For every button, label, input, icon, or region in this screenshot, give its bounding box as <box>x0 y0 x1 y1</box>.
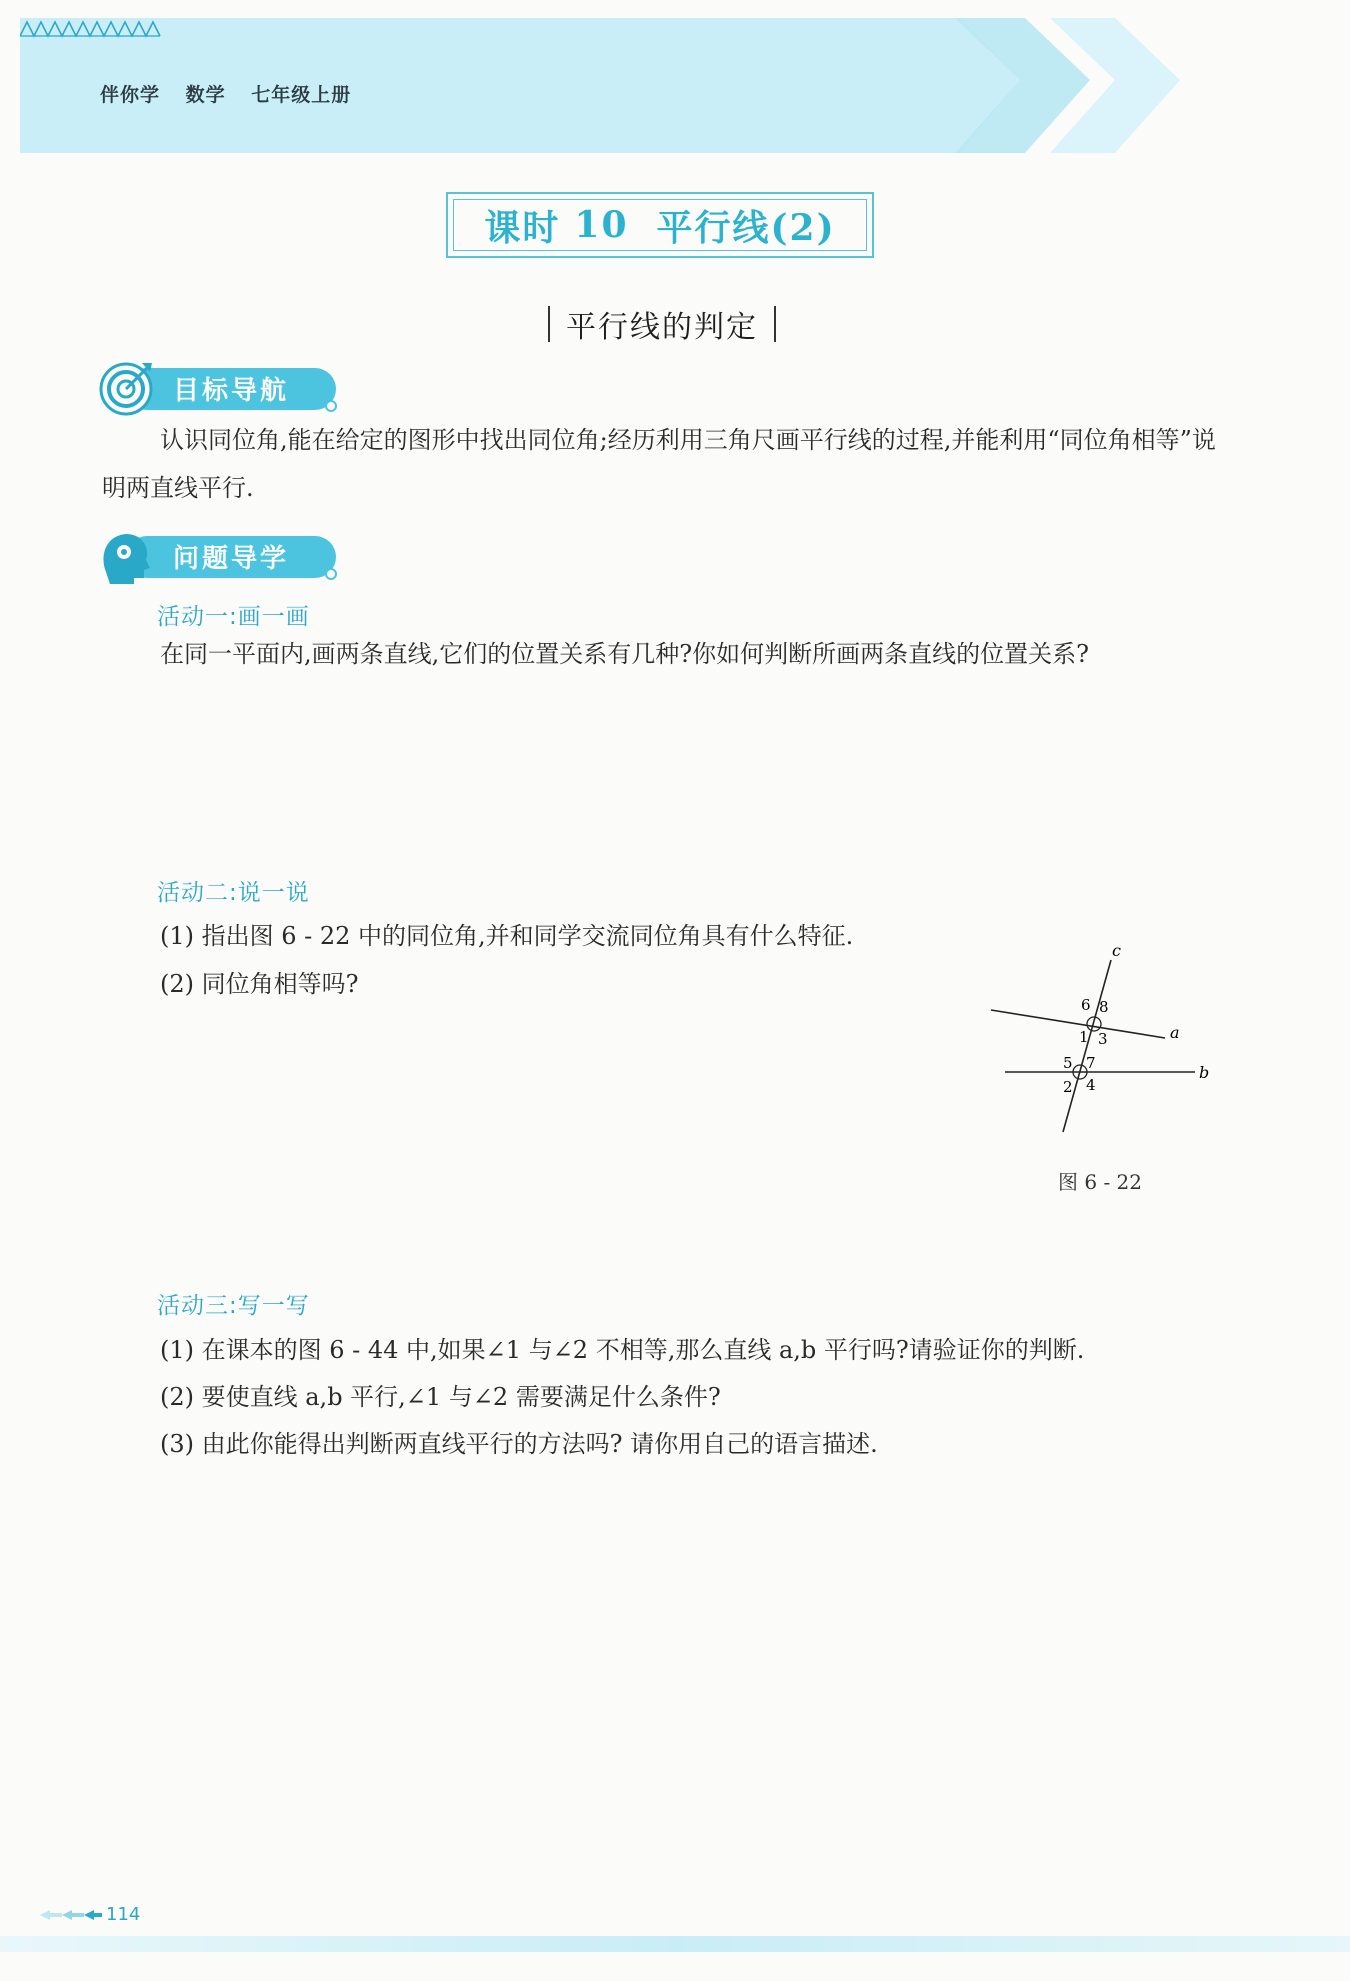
section-subheading <box>532 302 792 346</box>
lesson-number: 10 <box>574 204 629 246</box>
lesson-title-box <box>446 192 874 258</box>
line-label-a: a <box>1170 1023 1180 1042</box>
angle-label-6: 6 <box>1081 996 1091 1014</box>
header-book: 伴你学 <box>100 84 161 106</box>
goal-paragraph <box>102 416 1222 512</box>
lesson-topic: 平行线(2) <box>656 206 836 249</box>
line-label-b: b <box>1199 1063 1210 1082</box>
parallel-lines-diagram <box>985 940 1225 1140</box>
lesson-label: 课时 <box>484 206 561 249</box>
guide-section-tag <box>98 528 348 584</box>
goal-text: 认识同位角,能在给定的图形中找出同位角;经历利用三角尺画平行线的过程,并能利用“同位角相等”说明两直线平行. <box>102 426 1216 502</box>
angle-label-3: 3 <box>1098 1030 1108 1048</box>
activity-1-text: 在同一平面内,画两条直线,它们的位置关系有几种?你如何判断所画两条直线的位置关系? <box>160 640 1089 668</box>
angle-label-7: 7 <box>1086 1054 1096 1072</box>
angle-label-1: 1 <box>1079 1028 1089 1046</box>
header-subject: 数学 <box>185 84 226 106</box>
figure-caption: 图 6 - 22 <box>1058 1170 1143 1194</box>
activity-2-item-2: (2) 同位角相等吗? <box>160 970 359 998</box>
footer-band <box>0 1936 1350 1952</box>
angle-label-2: 2 <box>1063 1078 1073 1096</box>
angle-label-5: 5 <box>1063 1054 1073 1072</box>
activity-3-title: 活动三:写一写 <box>157 1293 310 1319</box>
activity-2-title: 活动二:说一说 <box>157 880 310 906</box>
zigzag-decoration-icon <box>20 18 170 38</box>
header-grade: 七年级上册 <box>251 84 352 106</box>
guide-tag-label: 问题导学 <box>173 544 290 574</box>
angle-label-4: 4 <box>1086 1076 1096 1094</box>
goal-section-tag <box>98 360 348 416</box>
header-text <box>100 80 369 107</box>
activity-3-item-3: (3) 由此你能得出判断两直线平行的方法吗? 请你用自己的语言描述. <box>160 1430 878 1458</box>
goal-tag-label: 目标导航 <box>173 376 290 406</box>
activity-3-item-2: (2) 要使直线 a,b 平行,∠1 与∠2 需要满足什么条件? <box>160 1383 721 1411</box>
subheading-text: 平行线的判定 <box>566 310 758 345</box>
activity-1-title: 活动一:画一画 <box>157 604 310 630</box>
activity-3-item-1: (1) 在课本的图 6 - 44 中,如果∠1 与∠2 不相等,那么直线 a,b 平行吗?请验证你的判断. <box>160 1336 1085 1364</box>
activity-1-paragraph <box>102 630 1222 678</box>
header-band <box>20 18 1320 153</box>
target-icon <box>101 363 152 414</box>
activity-2-item-1: (1) 指出图 6 - 22 中的同位角,并和同学交流同位角具有什么特征. <box>160 922 854 950</box>
line-label-c: c <box>1112 941 1121 960</box>
subheading-left-bar <box>548 306 550 342</box>
double-arrow-icon <box>40 1908 102 1922</box>
page-number: 114 <box>106 1904 141 1925</box>
subheading-right-bar <box>774 306 776 342</box>
figure-6-22 <box>985 940 1225 1140</box>
head-gear-icon <box>103 534 150 584</box>
angle-label-8: 8 <box>1099 998 1109 1016</box>
